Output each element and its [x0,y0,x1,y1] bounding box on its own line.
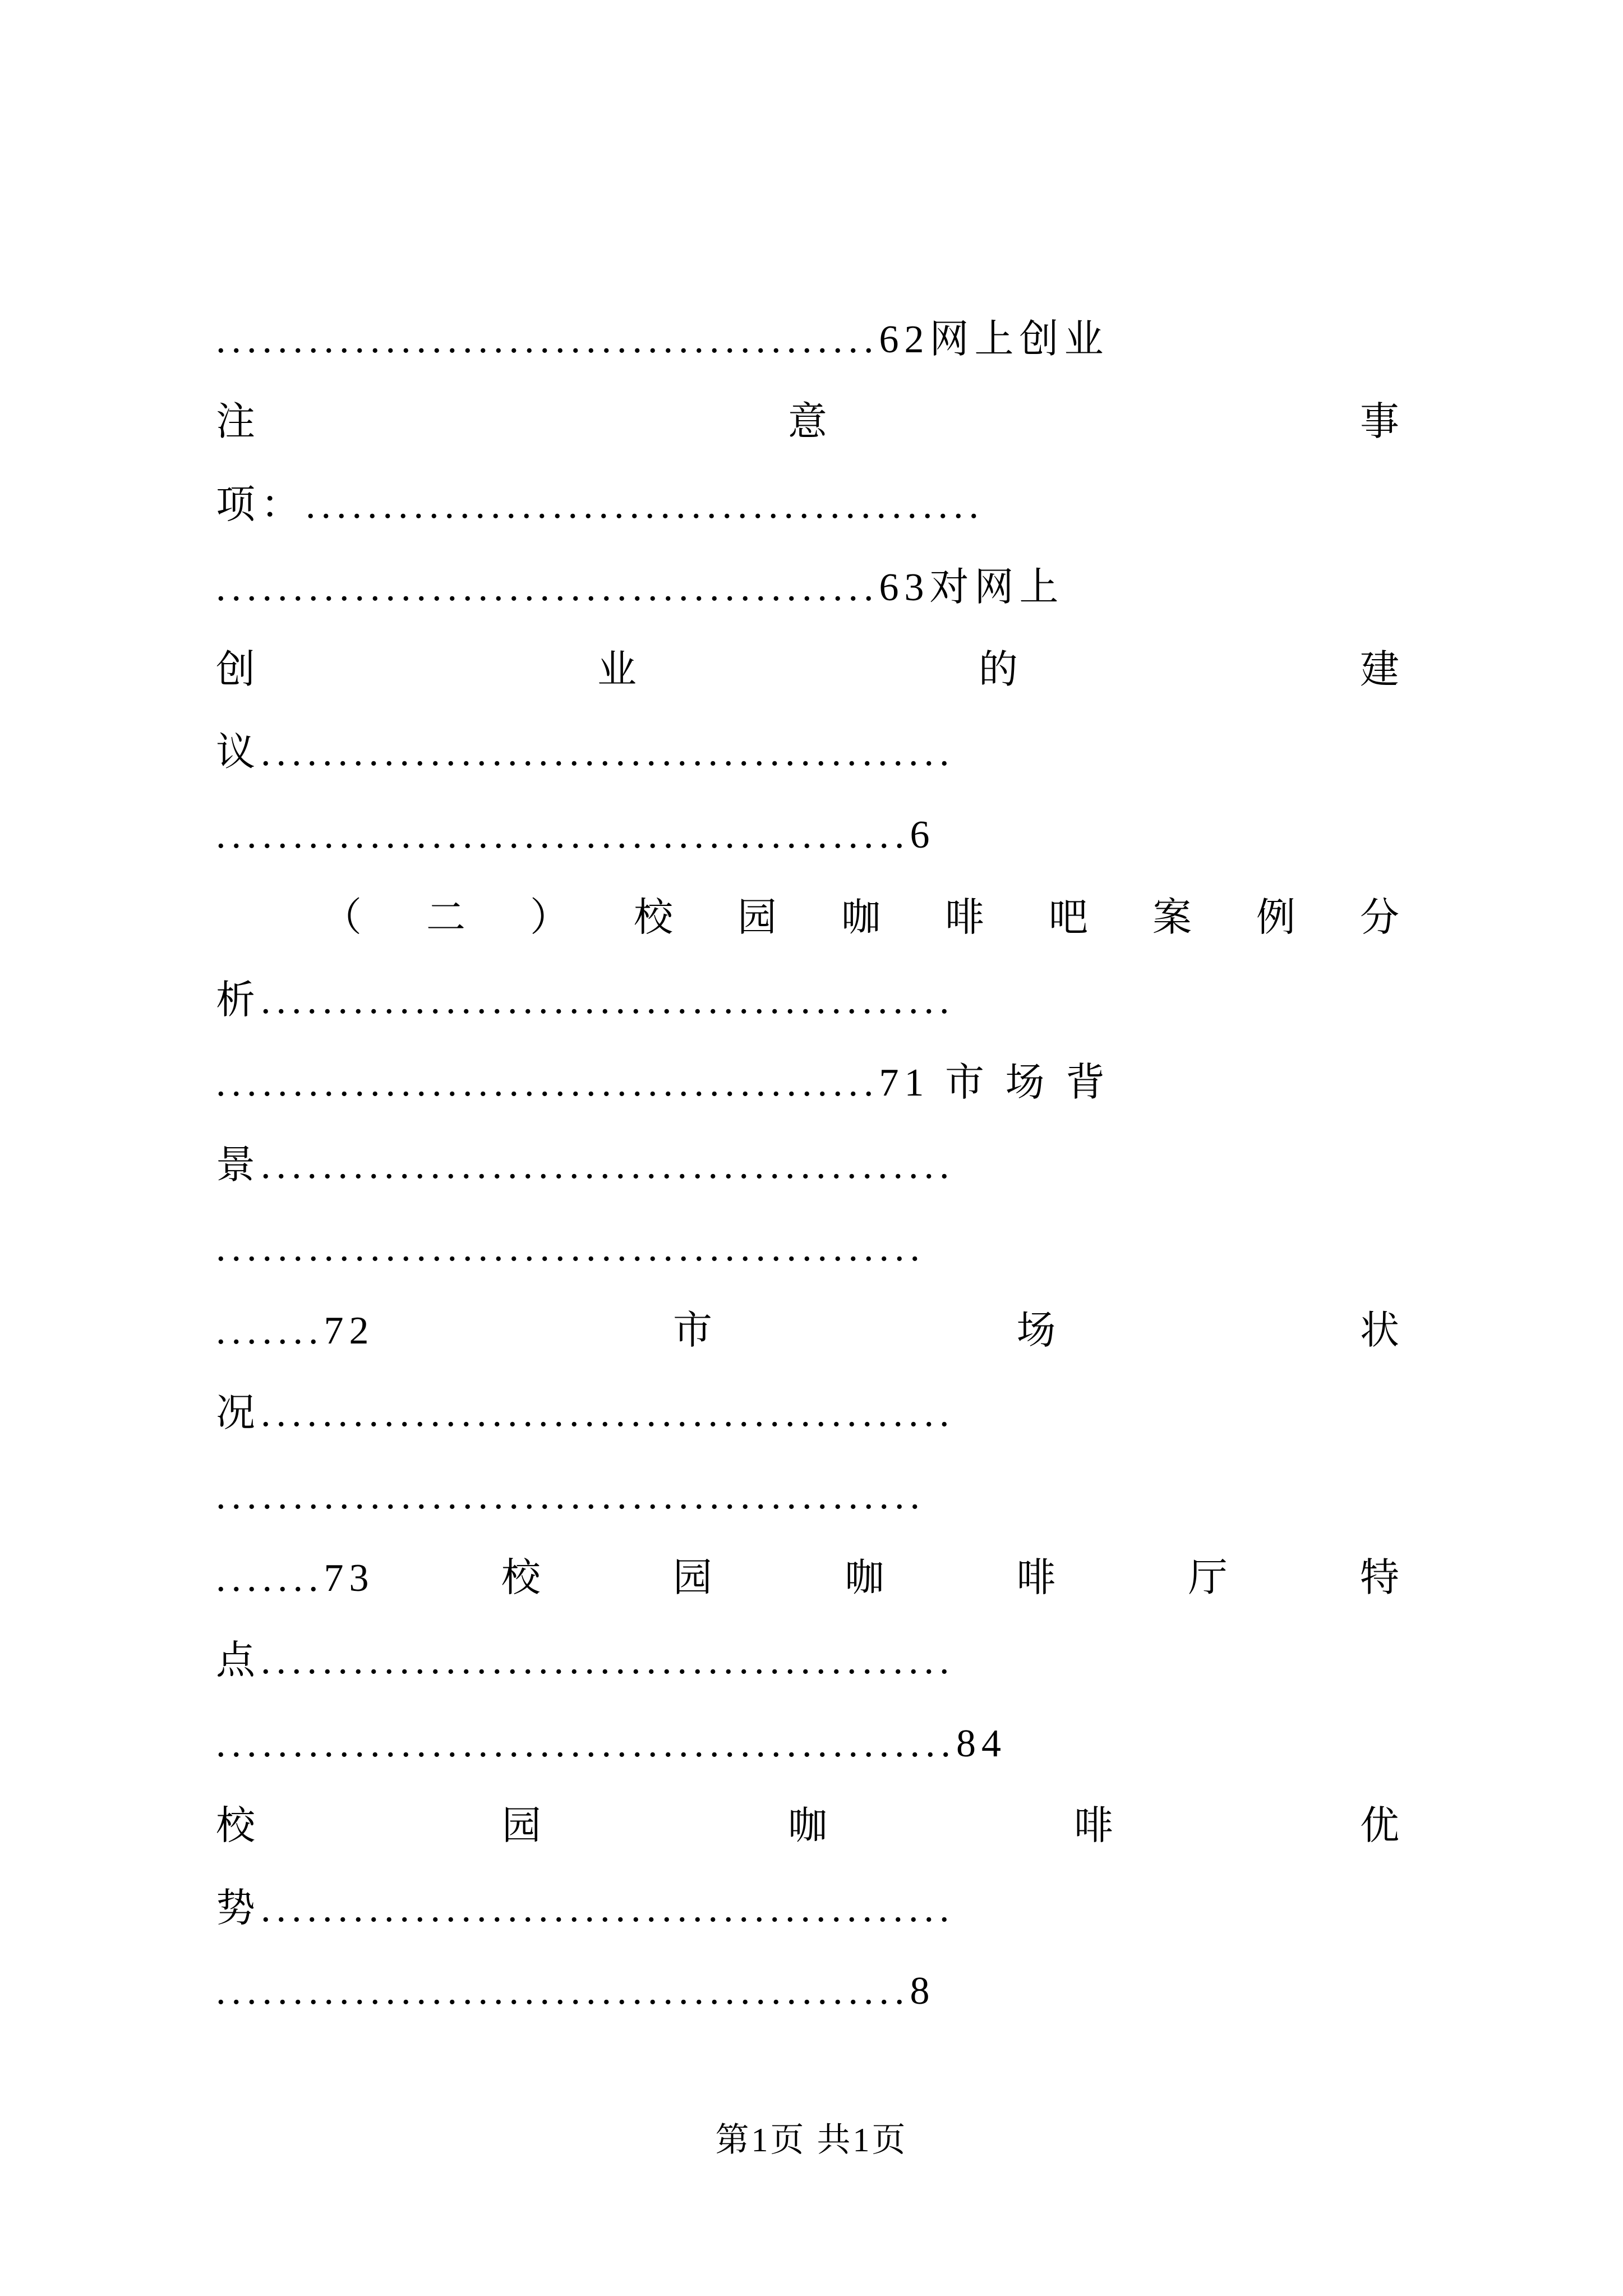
toc-line: .............................................8 [216,1970,935,2013]
toc-char: 意 [788,401,833,444]
toc-line: 议............................................. [216,731,955,774]
toc-char: .......73 [216,1557,375,1600]
toc-line [216,1796,1405,1857]
toc-line [216,639,1405,701]
toc-char: 吧 [1049,896,1094,940]
toc-char: 二 [426,896,471,940]
toc-char: 分 [1360,896,1405,940]
toc-char: 案 [1152,896,1197,940]
toc-line: 点............................................. [216,1639,955,1682]
toc-char: 校 [501,1557,546,1600]
toc-char: 优 [1360,1805,1405,1848]
toc-char: 业 [597,648,642,692]
toc-char: 校 [216,1805,261,1848]
toc-line: .............................................. [216,1474,925,1517]
toc-line: ...........................................71 市 场 背 [216,1061,1110,1105]
page-footer: 第1页 共1页 [715,2122,908,2159]
toc-line: ................................................84 [216,1722,1007,1765]
toc-char: 创 [216,648,261,692]
toc-line: ...........................................63对网上 [216,566,1064,609]
toc-char: 校 [634,896,679,940]
toc-char: 啡 [1016,1557,1062,1600]
toc-char: 园 [737,896,782,940]
toc-char: 咖 [841,896,886,940]
toc-char: 厅 [1188,1557,1233,1600]
toc-line: .............................................6 [216,813,935,857]
toc-line [216,1300,1405,1362]
toc-char: 园 [502,1805,547,1848]
toc-char: 事 [1360,401,1405,444]
toc-line [322,887,1405,949]
toc-char: 注 [216,401,261,444]
toc-line [216,392,1405,453]
toc-line: 况............................................. [216,1392,955,1435]
toc-char: 咖 [788,1805,833,1848]
toc-char: 例 [1256,896,1301,940]
toc-line [216,1548,1405,1609]
toc-char: 场 [1016,1309,1062,1352]
toc-line: 势............................................. [216,1887,955,1930]
toc-char: 特 [1360,1557,1405,1600]
toc-line: 景............................................. [216,1144,955,1187]
toc-char: .......72 [216,1309,375,1352]
toc-char: 啡 [1074,1805,1119,1848]
toc-char: 园 [673,1557,718,1600]
toc-line: 析............................................. [216,979,955,1022]
toc-char: 啡 [945,896,990,940]
toc-char: （ [322,896,367,940]
toc-char: ） [530,896,575,940]
toc-char: 建 [1360,648,1405,692]
toc-char: 咖 [845,1557,890,1600]
toc-line: .............................................. [216,1226,925,1269]
toc-char: 的 [979,648,1023,692]
toc-line: 项：............................................ [216,484,984,527]
toc-line: ...........................................62网上创业 [216,318,1109,361]
toc-char: 市 [673,1309,718,1352]
toc-char: 状 [1360,1309,1405,1352]
